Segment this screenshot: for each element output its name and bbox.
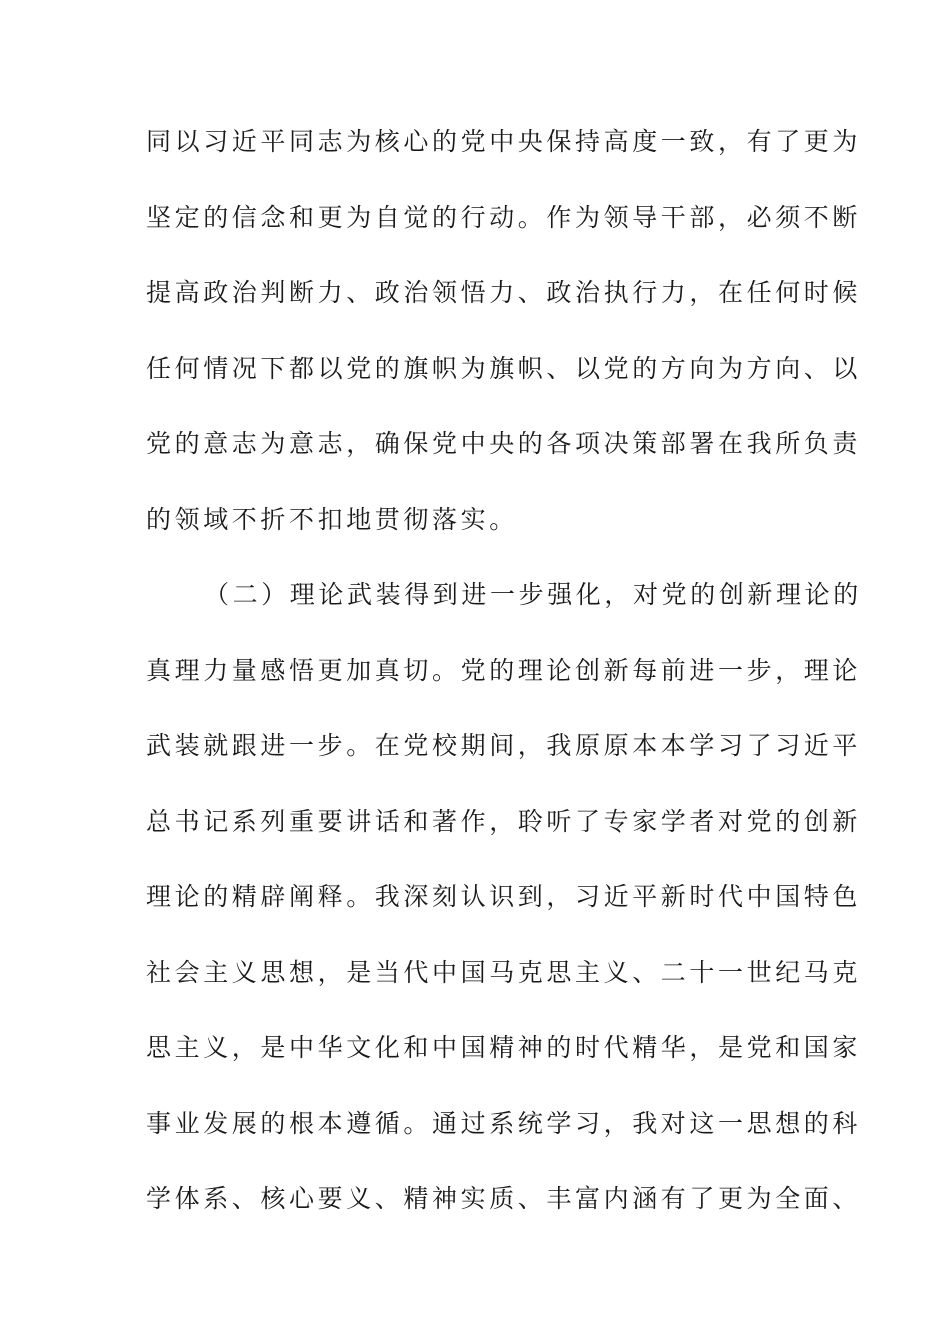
- text-line: 思主义，是中华文化和中国精神的时代精华，是党和国家: [146, 1033, 862, 1062]
- body-text: [146, 114, 862, 1247]
- text-line: 同以习近平同志为核心的党中央保持高度一致，有了更为: [146, 127, 862, 156]
- section-heading-line: （二）理论武装得到进一步强化，对党的创新理论的: [204, 580, 862, 609]
- text-line: 社会主义思想，是当代中国马克思主义、二十一世纪马克: [146, 957, 862, 987]
- text-line: 武装就跟进一步。在党校期间，我原原本本学习了习近平: [146, 731, 862, 760]
- text-line: 坚定的信念和更为自觉的行动。作为领导干部，必须不断: [146, 202, 862, 232]
- text-line: 总书记系列重要讲话和著作，聆听了专家学者对党的创新: [146, 806, 862, 836]
- text-line: 学体系、核心要义、精神实质、丰富内涵有了更为全面、: [146, 1184, 862, 1213]
- text-line: 理论的精辟阐释。我深刻认识到，习近平新时代中国特色: [146, 882, 862, 911]
- text-line: 提高政治判断力、政治领悟力、政治执行力，在任何时候: [146, 278, 862, 307]
- text-line: 真理力量感悟更加真切。党的理论创新每前进一步，理论: [146, 655, 862, 685]
- text-line: 事业发展的根本遵循。通过系统学习，我对这一思想的科: [146, 1108, 862, 1138]
- text-line: 任何情况下都以党的旗帜为旗帜、以党的方向为方向、以: [146, 353, 862, 383]
- text-line: 党的意志为意志，确保党中央的各项决策部署在我所负责: [146, 429, 862, 458]
- text-line: 的领域不折不扣地贯彻落实。: [146, 504, 518, 534]
